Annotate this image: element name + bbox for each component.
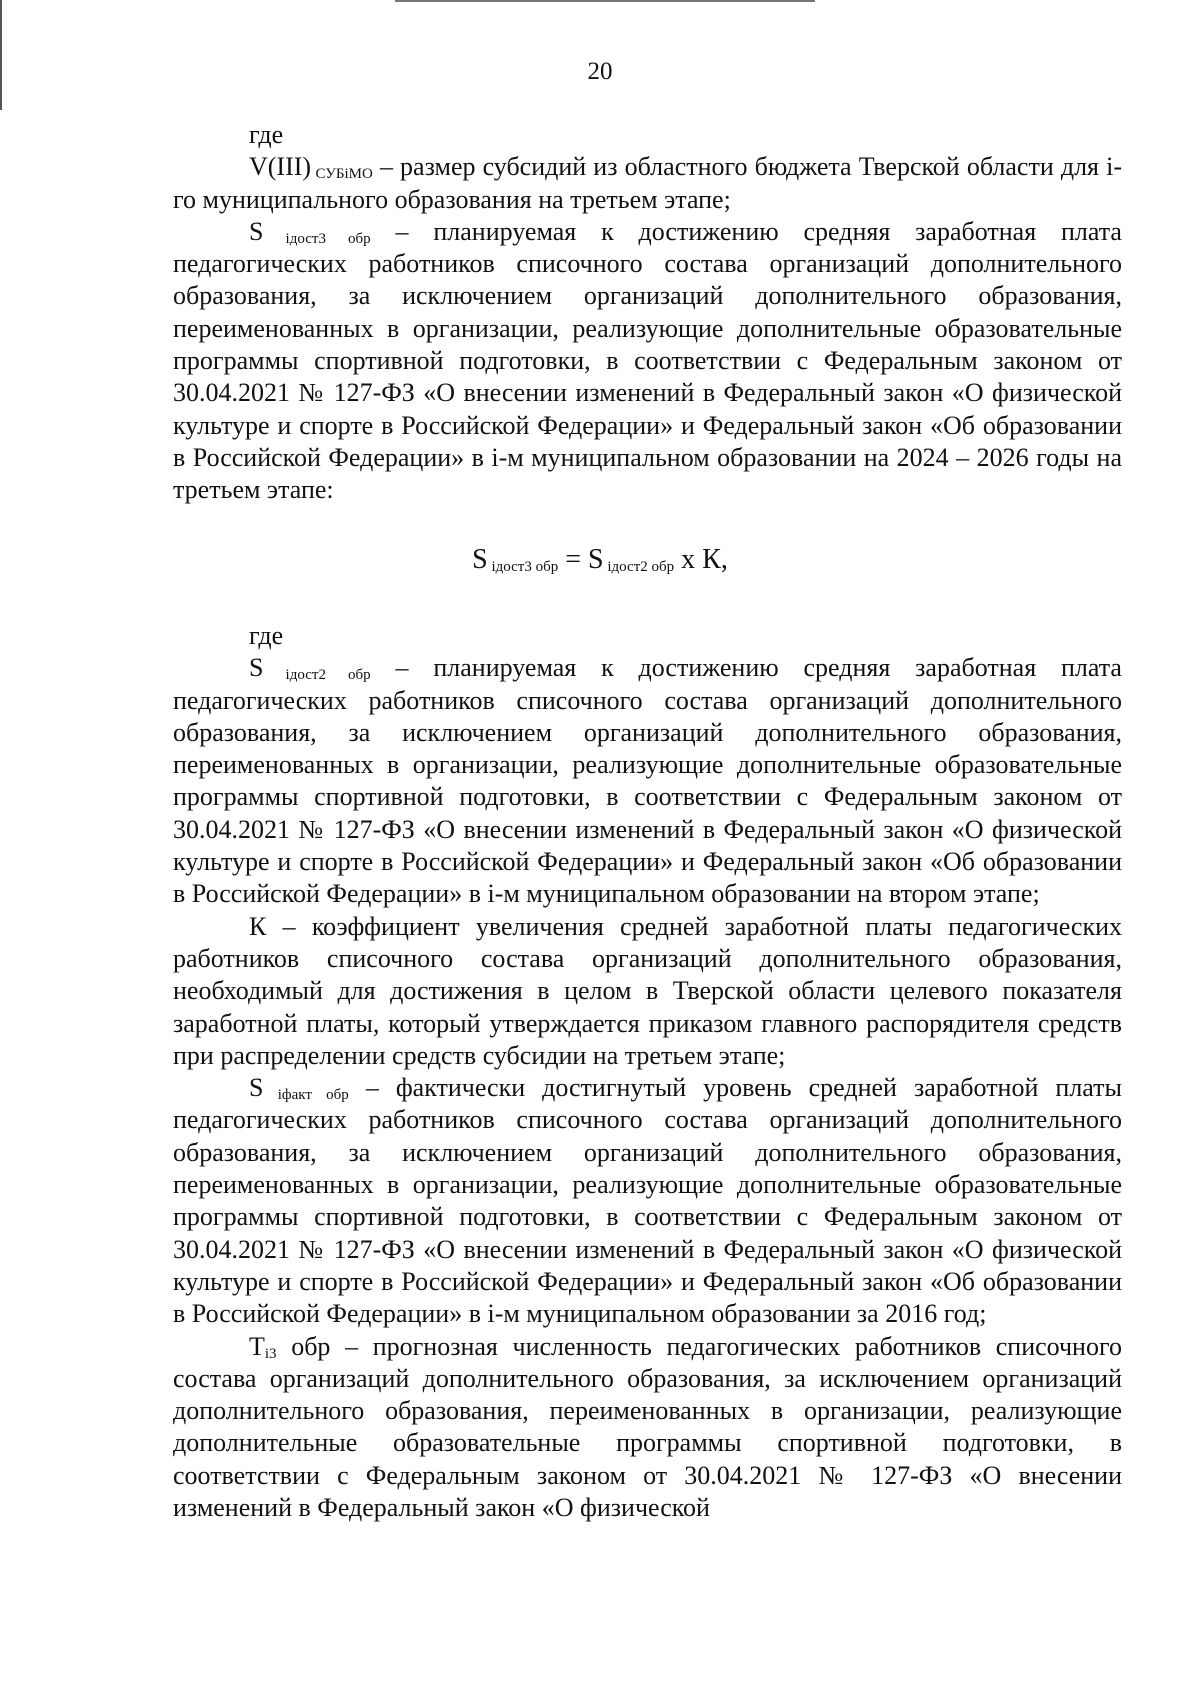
paragraph-gde-2: где (249, 621, 284, 650)
paragraph-text: – фактически достигнутый уровень средней заработной платы педагогических работников списочного состава организаций дополнительного образования, за исключением организаций дополнительного образования, переименованных в организации, реализующие дополнительные образовательные программы спортивной подготовки, в соответствии с Федеральным законом от 30.04.2021 № 127-ФЗ «О внесении изменений в Федеральный закон «О физической культуре и спорте в Российской Федерации» и Федеральный закон «Об образовании в Российской Федерации» в i-м муниципальном образовании за 2016 год; (173, 1073, 1122, 1329)
text-block-2 (173, 620, 1122, 1524)
subscript-i3: i3 (264, 1345, 277, 1362)
subscript-idost3: iдост3 обр (263, 230, 371, 247)
formula-rhs-subscript: iдост2 обр (603, 559, 675, 575)
paragraph-k-coefficient-definition: К – коэффициент увеличения средней заработной платы педагогических работников списочного состава организаций дополнительного образования, необходимый для достижения в целом в Тверской области целевого показателя заработной платы, который утверждается приказом главного распорядителя средств при распределении средств субсидии на третьем этапе; (173, 911, 1122, 1070)
formula-rhs-symbol: S (588, 544, 604, 575)
symbol-s: S (249, 653, 264, 683)
formula-tail: х К, (674, 544, 728, 575)
subscript-ifakt: iфакт обр (263, 1087, 349, 1104)
symbol-t: Т (249, 1331, 265, 1361)
formula-lhs-subscript: iдост3 обр (487, 559, 559, 575)
paragraph-s-dost2-definition (173, 652, 1122, 910)
paragraph-s-dost3-definition (173, 216, 1122, 507)
page-number: 20 (587, 58, 613, 85)
formula-lhs-symbol: S (472, 544, 488, 575)
subscript-subimo: СУБiМО (311, 166, 373, 183)
symbol-s: S (249, 216, 264, 246)
scan-edge-left (0, 0, 2, 110)
text-block-1 (173, 119, 1122, 507)
scan-edge-top (395, 0, 815, 2)
paragraph-t-i3-definition (173, 1331, 1122, 1525)
paragraph-text: – планируемая к достижению средняя заработная плата педагогических работников списочного состава организаций дополнительного образования, за исключением организаций дополнительного образования, переименованных в организации, реализующие дополнительные образовательные программы спортивной подготовки, в соответствии с Федеральным законом от 30.04.2021 № 127-ФЗ «О внесении изменений в Федеральный закон «О физической культуре и спорте в Российской Федерации» и Федеральный закон «Об образовании в Российской Федерации» в i-м муниципальном образовании на 2024 – 2026 годы на третьем этапе: (173, 216, 1122, 505)
paragraph-text: – размер субсидий из областного бюджета Тверской области для i-го муниципального образования на третьем этапе; (173, 152, 1122, 214)
subscript-idost2: iдост2 обр (263, 667, 371, 684)
formula-equals: = (558, 544, 589, 575)
formula (0, 544, 1200, 576)
paragraph-v3-subsidy-definition (173, 151, 1122, 216)
symbol-s: S (249, 1073, 264, 1103)
paragraph-gde-1: где (249, 120, 284, 149)
paragraph-s-fakt-definition (173, 1072, 1122, 1330)
symbol-v3: V(III) (249, 152, 312, 182)
paragraph-text: обр – прогнозная численность педагогических работников списочного состава организаций дополнительного образования, за исключением организаций дополнительного образования, переименованных в организации, реализующие дополнительные образовательные программы спортивной подготовки, в соответствии с Федеральным законом от 30.04.2021 № 127-ФЗ «О внесении изменений в Федеральный закон «О физической (173, 1331, 1122, 1523)
paragraph-text: – планируемая к достижению средняя заработная плата педагогических работников списочного состава организаций дополнительного образования, за исключением организаций дополнительного образования, переименованных в организации, реализующие дополнительные образовательные программы спортивной подготовки, в соответствии с Федеральным законом от 30.04.2021 № 127-ФЗ «О внесении изменений в Федеральный закон «О физической культуре и спорте в Российской Федерации» и Федеральный закон «Об образовании в Российской Федерации» в i-м муниципальном образовании на втором этапе; (173, 653, 1122, 909)
